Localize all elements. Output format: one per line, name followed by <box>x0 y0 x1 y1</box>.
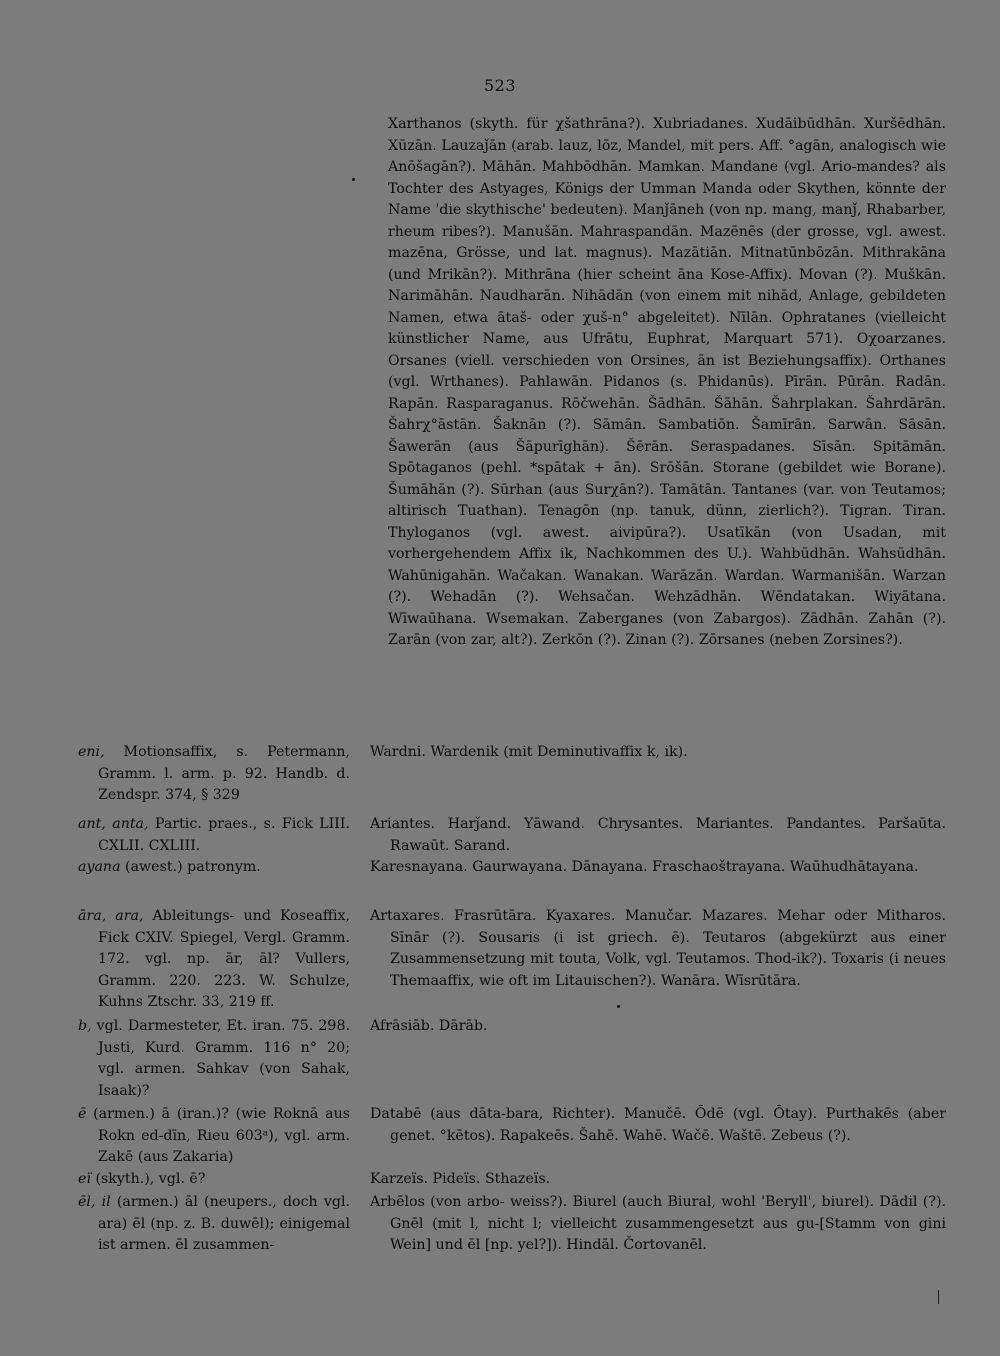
page-number: 523 <box>483 76 517 95</box>
right-entry-e: Databē (aus dāta-bara, Richter). Manučē. Ōdē (vgl. Ōtay). Purthakēs (aber genet. °kētos). Rapakeēs. Šahē. Wahē. Wačē. Waštē. Zebeus (?). <box>370 1106 946 1144</box>
left-entry-b <box>78 1016 350 1102</box>
entry-desc: (armen.) āl (neupers., doch vgl. ara) ēl (np. z. B. duwēl); einigemal ist armen. ēl zusammen- <box>98 1194 350 1253</box>
print-speck <box>352 178 355 181</box>
print-mark <box>938 1290 939 1304</box>
left-entry-ayana <box>78 857 350 879</box>
entry-term: ē <box>78 1106 87 1122</box>
entry-term: b, <box>78 1018 92 1034</box>
entry-term: ēl, il <box>78 1194 111 1210</box>
right-entry-b: Afrāsiāb. Dārāb. <box>370 1018 488 1034</box>
entry-desc: (armen.) ā (iran.)? (wie Roknā aus Rokn ed-dīn, Rieu 603ᵃ), vgl. arm. Zakē (aus Zakaria) <box>86 1106 350 1165</box>
left-entry-ei <box>78 1169 350 1191</box>
entry-term: ayana <box>78 859 121 875</box>
left-entry-ant <box>78 814 350 857</box>
left-entry-e <box>78 1104 350 1169</box>
right-entry-ei: Karzeïs. Pideïs. Sthazeïs. <box>370 1171 551 1187</box>
entry-term: eï <box>78 1171 91 1187</box>
entry-term: eni, <box>78 744 105 760</box>
top-paragraph: Xarthanos (skyth. für χšathrāna?). Xubriadanes. Xudāibūdhān. Xuršēdhān. Xūzān. Lauzaǰān (arab. lauz, lōz, Mandel, mit pers. Aff. °agān, analogisch wie Anōšagān?). Māhān. Mahbōdhān. Mamkan. Mandane (vgl. Ario-mandes? als Tochter des Astyages, Königs der Umman Manda oder Skythen, könnte der Name 'die skythische' bedeuten). Manǰāneh (von np. mang, manǰ, Rhabarber, rheum ribes?). Manušān. Mahraspandān. Mazēnēs (der grosse, vgl. awest. mazēna, Grösse, und lat. magnus). Mazātiān. Mitnatūnbōzān. Mithrakāna (und Mrikān?). Mithrāna (hier scheint āna Kose-Affix). Movan (?). Muškān. Narimāhān. Naudharān. Nihādān (von einem mit nihād, Anlage, gebildeten Namen, etwa ātaš- oder χuš-n° abgeleitet). Nīlān. Ophratanes (vielleicht künstlicher Name, aus Ufrātu, Euphrat, Marquart 571). Oχoarzanes. Orsanes (viell. verschieden von Orsines, ān ist Beziehungsaffix). Orthanes (vgl. Wrthanes). Pahlawān. Pidanos (s. Phidanūs). Pīrān. Pūrān. Radān. Rapān. Rasparaganus. Rōčwehān. Šādhān. Šāhān. Šahrplakan. Šahrdārān. Šahrχ°āstān. Šaknān (?). Sāmān. Sambatiōn. Šamīrān. Sarwān. Sāsān. Šawerān (aus Šāpurīghān). Šērān. Seraspadanes. Sīsān. Spitāmān. Spōtaganos (pehl. *spātak + ān). Srōšān. Storane (gebildet wie Borane). Šumāhān (?). Sūrhan (aus Surχān?). Tamātān. Tantanes (var. von Teutamos; altirisch Tuathan). Tenagōn (np. tanuk, dünn, zierlich?). Tigran. Tiran. Thyloganos (vgl. awest. aivipūra?). Usatīkān (von Usadan, mit vorhergehendem Affix ik, Nachkommen des U.). Wahbūdhān. Wahsūdhān. Wahūnigahān. Wačakan. Wanakan. Warāzān. Wardan. Warmanišān. Warzan (?). Wehadān (?). Wehsačan. Wehzādhān. Wēndatakan. Wiyātana. Wīwaūhana. Wsemakan. Zaberganes (von Zabargos). Zādhān. Zahān (?). Zarān (von zar, alt?). Zerkōn (?). Zinan (?). Zōrsanes (neben Zorsines?). <box>388 116 946 648</box>
entry-desc: (skyth.), vgl. ē? <box>90 1171 206 1187</box>
entry-desc: vgl. Darmesteter, Et. iran. 75. 298. Justi, Kurd. Gramm. 116 n° 20; vgl. armen. Sahkav (von Sahak, Isaak)? <box>91 1018 350 1099</box>
entry-desc: Partic. praes., s. Fick LIII. CXLII. CXLIII. <box>98 816 350 854</box>
right-entry-eni: Wardni. Wardenik (mit Deminutivaffix k, ik). <box>370 744 688 760</box>
print-speck <box>617 1005 620 1008</box>
entry-desc: Motionsaffix, s. Petermann, Gramm. l. arm. p. 92. Handb. d. Zendspr. 374, § 329 <box>98 744 350 803</box>
entry-term: āra, ara, <box>78 908 144 924</box>
entry-desc: Ableitungs- und Koseaffix, Fick CXIV. Spiegel, Vergl. Gramm. 172. vgl. np. ār, āl? Vullers, Gramm. 220. 223. W. Schulze, Kuhns Ztschr. 33, 219 ff. <box>98 908 350 1010</box>
right-entry-ant: Ariantes. Harǰand. Yāwand. Chrysantes. Mariantes. Pandantes. Paršaūta. Rawaūt. Sarand. <box>370 816 946 854</box>
entry-term: ant, anta, <box>78 816 149 832</box>
right-entry-ara: Artaxares. Frasrūtāra. Kyaxares. Manučar. Mazares. Mehar oder Mitharos. Sīnār (?). Sousaris (i ist griech. ē). Teutaros (abgekürzt aus einer Zusammensetzung mit touta, Volk, vgl. Teutamos. Thod-ik?). Toxaris (i neues Themaaffix, wie oft im Litauischen?). Wanāra. Wīsrūtāra. <box>370 908 946 989</box>
right-entry-el: Arbēlos (von arbo- weiss?). Biurel (auch Biural, wohl 'Beryll', biurel). Dādil (?). Gnēl (mit l, nicht l; vielleicht zusammengesetzt aus gu-[Stamm von gini Wein] und ēl [np. yel?]). Hindāl. Čortovanēl. <box>370 1194 946 1253</box>
entry-desc: (awest.) patronym. <box>120 859 261 875</box>
left-entry-el <box>78 1192 350 1257</box>
right-entry-ayana: Karesnayana. Gaurwayana. Dānayana. Fraschaoštrayana. Waūhudhātayana. <box>370 859 919 875</box>
left-entry-eni <box>78 742 350 807</box>
left-entry-ara <box>78 906 350 1014</box>
